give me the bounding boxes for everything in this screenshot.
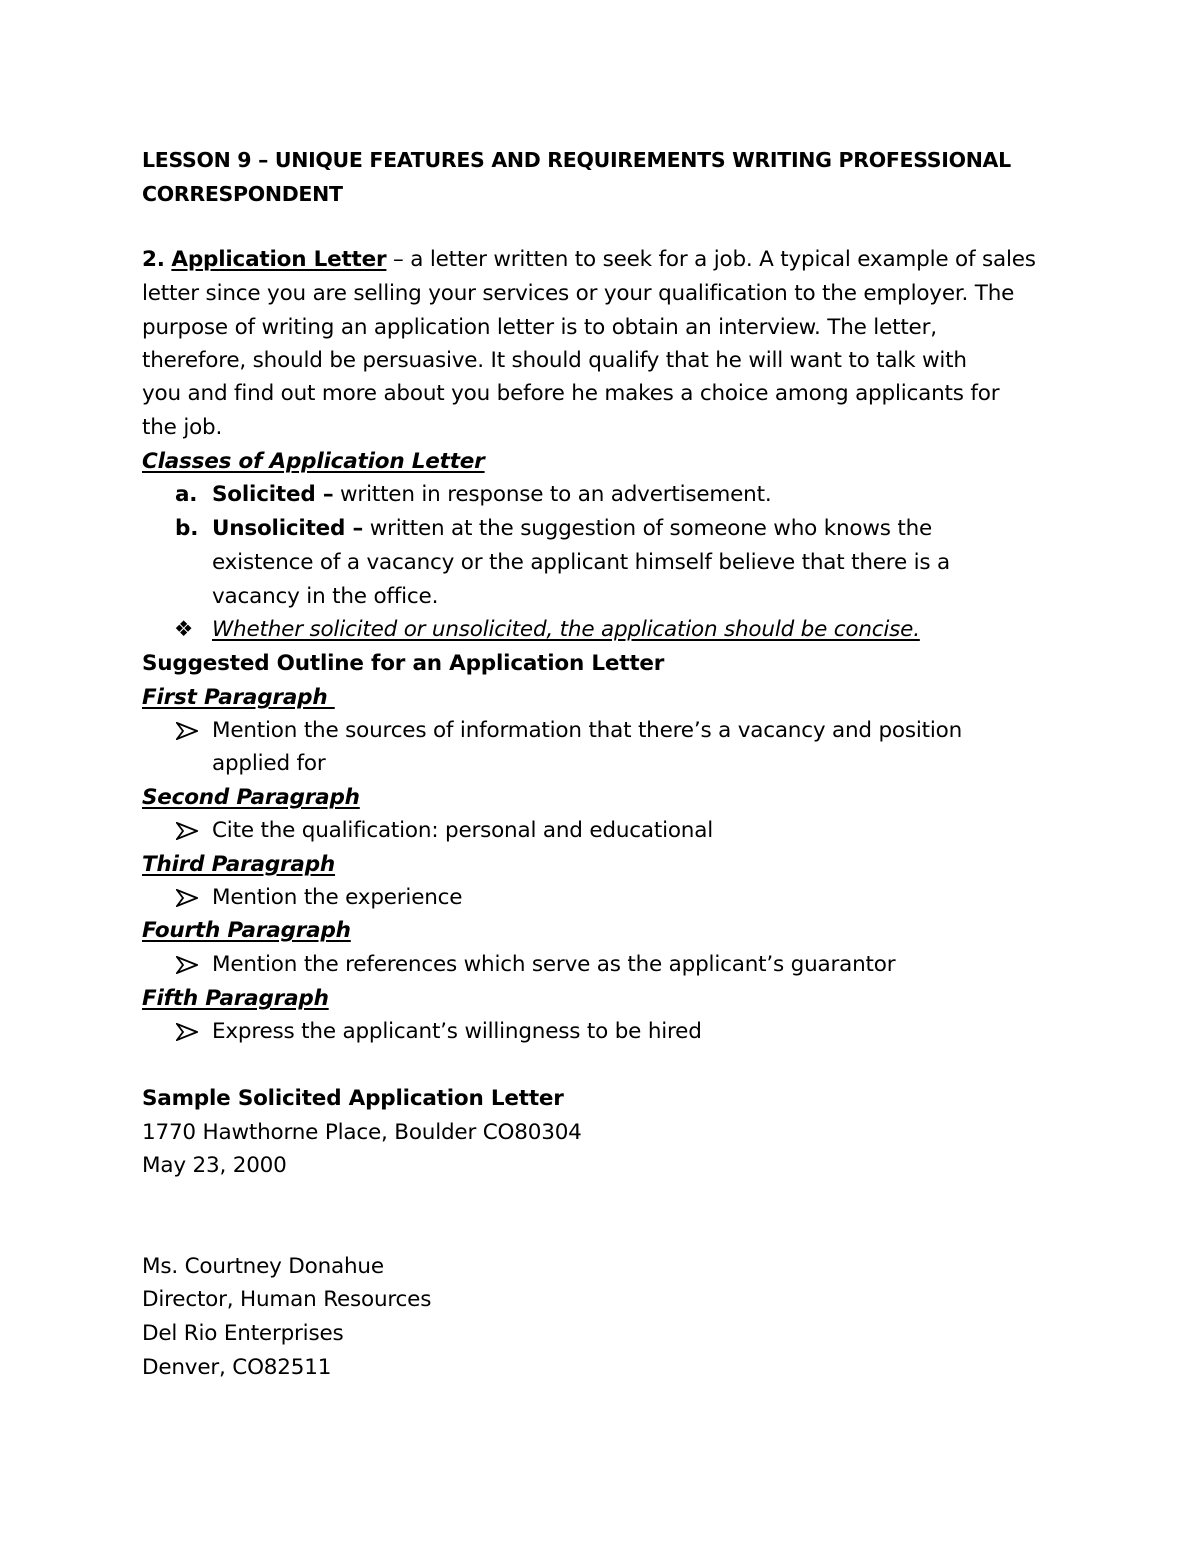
- arrow-bullet-icon: [176, 822, 198, 840]
- outline-bullet-continuation: applied for: [212, 751, 326, 776]
- outline-bullet: Cite the qualification: personal and educational: [212, 818, 713, 843]
- class-description: written in response to an advertisement.: [333, 482, 772, 507]
- letter-date: May 23, 2000: [142, 1153, 287, 1178]
- outline-paragraph-heading: Fifth Paragraph: [142, 986, 329, 1011]
- class-term: Solicited –: [212, 482, 334, 507]
- outline-paragraph-heading: First Paragraph: [142, 685, 335, 710]
- sender-address: 1770 Hawthorne Place, Boulder CO80304: [142, 1120, 582, 1145]
- definition-line: letter since you are selling your services or your qualification to the employer. The: [142, 281, 1015, 306]
- arrow-bullet-icon: [176, 1023, 198, 1041]
- definition-line: therefore, should be persuasive. It should qualify that he will want to talk with: [142, 348, 967, 373]
- outline-paragraph-heading: Second Paragraph: [142, 785, 360, 810]
- lesson-title-line-1: LESSON 9 – UNIQUE FEATURES AND REQUIREMENTS WRITING PROFESSIONAL: [142, 148, 1011, 172]
- definition-first-line: [142, 243, 1036, 277]
- outline-paragraph-heading: Fourth Paragraph: [142, 918, 351, 943]
- class-item-solicited: [212, 478, 771, 512]
- arrow-bullet-icon: [176, 889, 198, 907]
- definition-line: the job.: [142, 415, 223, 440]
- definition-term: Application Letter: [171, 247, 387, 272]
- lesson-title-line-2: CORRESPONDENT: [142, 182, 343, 206]
- class-description-line: existence of a vacancy or the applicant himself believe that there is a: [212, 550, 951, 575]
- class-term: Unsolicited –: [212, 516, 364, 541]
- list-marker-a: a.: [175, 482, 198, 507]
- arrow-bullet-icon: [176, 722, 198, 740]
- outline-heading: Suggested Outline for an Application Letter: [142, 651, 665, 676]
- classes-note: Whether solicited or unsolicited, the application should be concise.: [212, 617, 920, 642]
- sample-heading: Sample Solicited Application Letter: [142, 1086, 564, 1111]
- outline-bullet: Mention the sources of information that there’s a vacancy and position: [212, 718, 963, 743]
- definition-line: you and find out more about you before he makes a choice among applicants for: [142, 381, 1000, 406]
- outline-paragraph-heading: Third Paragraph: [142, 852, 336, 877]
- recipient-name: Ms. Courtney Donahue: [142, 1254, 384, 1279]
- definition-line: purpose of writing an application letter is to obtain an interview. The letter,: [142, 315, 937, 340]
- class-description-line: vacancy in the office.: [212, 584, 439, 609]
- recipient-title: Director, Human Resources: [142, 1287, 432, 1312]
- recipient-city: Denver, CO82511: [142, 1355, 332, 1380]
- recipient-company: Del Rio Enterprises: [142, 1321, 344, 1346]
- arrow-bullet-icon: [176, 956, 198, 974]
- list-marker-b: b.: [175, 516, 199, 541]
- definition-text: – a letter written to seek for a job. A typical example of sales: [386, 247, 1036, 272]
- definition-number: 2.: [142, 247, 165, 272]
- outline-bullet: Mention the experience: [212, 885, 463, 910]
- class-item-unsolicited: [212, 512, 932, 546]
- outline-bullet: Express the applicant’s willingness to be hired: [212, 1019, 702, 1044]
- classes-heading: Classes of Application Letter: [142, 449, 485, 474]
- outline-bullet: Mention the references which serve as the applicant’s guarantor: [212, 952, 896, 977]
- diamond-bullet-icon: ❖: [174, 617, 194, 642]
- class-description: written at the suggestion of someone who knows the: [363, 516, 933, 541]
